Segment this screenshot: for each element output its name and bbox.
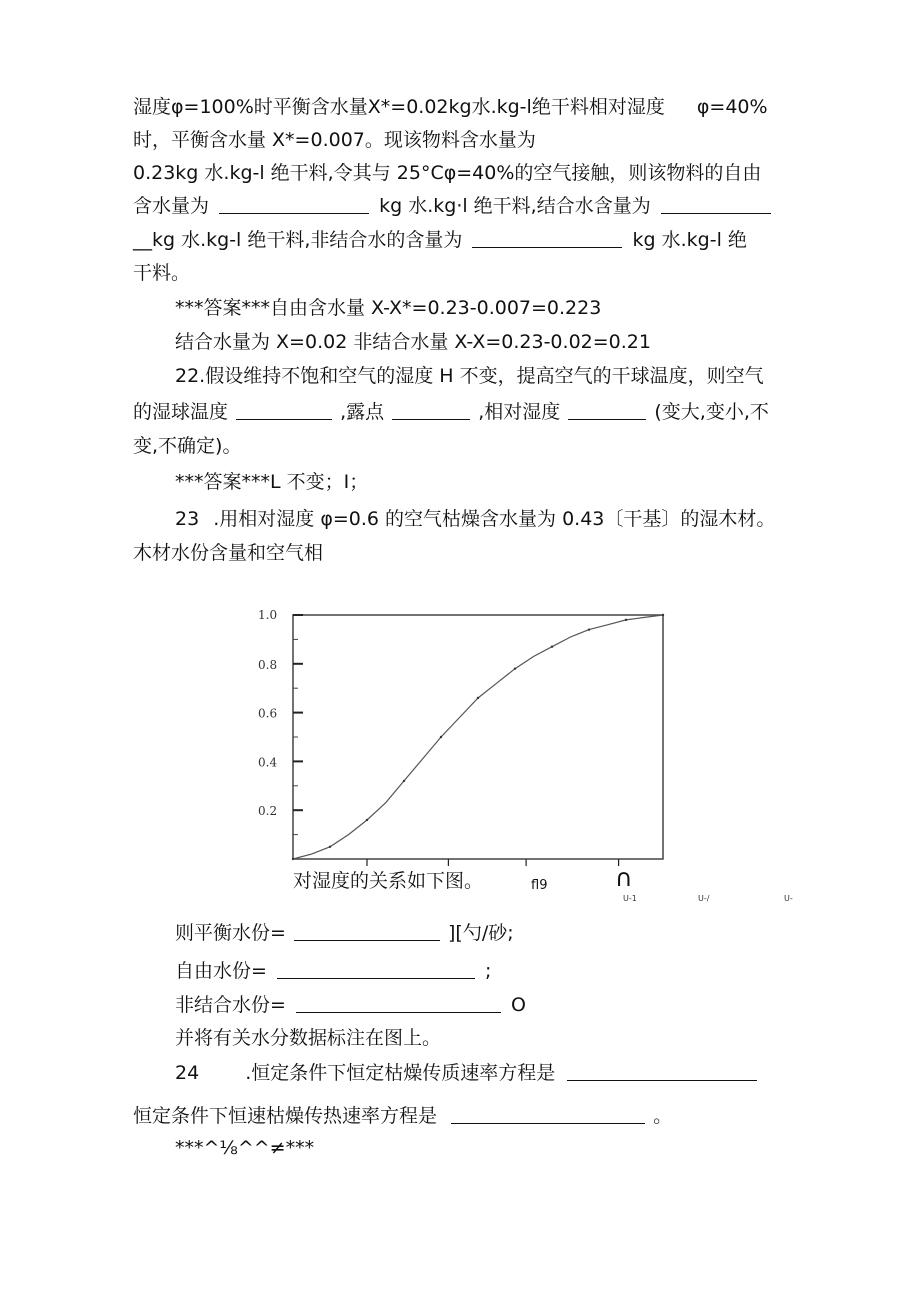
heat-transfer-equation-blank[interactable] [451, 1105, 645, 1124]
data-point [514, 667, 516, 669]
free-water-answer-blank[interactable] [277, 960, 475, 979]
q22-answer: ***答案***L 不变；I； [175, 471, 369, 493]
figure-caption: 对湿度的关系如下图。 [293, 870, 484, 892]
equilibrium-water-blank[interactable] [294, 922, 440, 941]
arch-glyph: ∩ [615, 864, 633, 892]
dew-point-blank[interactable] [392, 401, 470, 420]
free-water-blank[interactable] [219, 195, 369, 214]
y-tick-label: 1.0 [258, 608, 278, 622]
q22-line2: 的湿球温度 ,露点 ,相对湿度 (变大,变小,不 [133, 401, 769, 423]
chart-annotation-note: 并将有关水分数据标注在图上。 [175, 1027, 442, 1049]
q21-line2: 时，平衡含水量 X*=0.007。现该物料含水量为 [133, 129, 536, 151]
q22-line3: 变,不确定)。 [133, 435, 242, 457]
q24-line2: 恒定条件下恒速枯燥传热速率方程是 。 [133, 1105, 673, 1127]
plot-frame [293, 615, 663, 859]
q21-line4: 含水量为 kg 水.kg·l 绝干料,结合水含量为 [133, 194, 771, 218]
y-tick-label: 0.2 [258, 804, 278, 819]
equilibrium-moisture-chart [250, 605, 670, 880]
q21-line3: 0.23kg 水.kg-l 绝干料,令其与 25°Cφ=40%的空气接触，则该物料的自由 [133, 162, 762, 184]
data-point [366, 819, 368, 821]
figure-label: fl9 [531, 878, 548, 893]
q24-line1: 24 .恒定条件下恒定枯燥传质速率方程是 [175, 1061, 757, 1085]
bound-water-blank[interactable] [661, 195, 771, 214]
q23-line2: 木材水份含量和空气相 [133, 542, 324, 564]
q21-answer2: 结合水量为 X=0.02 非结合水量 X-X=0.23-0.02=0.21 [175, 331, 651, 353]
q21-line1: 湿度φ=100%时平衡含水量X*=0.02kg水.kg-l绝干料相对湿度 φ=40% [133, 96, 768, 118]
q21-line5: __kg 水.kg-l 绝干料,非结合水的含量为 kg 水.kg-l 绝 [133, 229, 747, 251]
data-point [329, 846, 331, 848]
y-tick-label: 0.6 [258, 706, 278, 721]
q22-line1: 22.假设维持不饱和空气的湿度 H 不变，提高空气的干球温度，则空气 [175, 365, 764, 387]
free-water-line: 自由水份= ; [175, 960, 492, 982]
data-point [625, 619, 627, 621]
q24-answer: ***^⅛^^≠*** [175, 1137, 315, 1159]
tiny-label-3: U- [784, 894, 793, 903]
tiny-label-2: U-/ [698, 894, 710, 903]
relative-humidity-blank[interactable] [568, 401, 646, 420]
unbound-water-answer-blank[interactable] [296, 994, 501, 1013]
y-tick-label: 0.4 [258, 755, 278, 770]
data-point [588, 628, 590, 630]
y-tick-label: 0.8 [258, 657, 278, 672]
data-point [551, 646, 553, 648]
data-point [292, 858, 294, 860]
tiny-label-1: U-1 [623, 894, 637, 903]
data-point [477, 697, 479, 699]
moisture-curve [293, 615, 663, 859]
data-point [440, 736, 442, 738]
q21-line6: 干料。 [133, 262, 191, 284]
data-point [403, 780, 405, 782]
q21-answer: ***答案***自由含水量 X-X*=0.23-0.007=0.223 [175, 297, 602, 319]
mass-transfer-equation-blank[interactable] [567, 1062, 757, 1081]
equilibrium-water-line: 则平衡水份= ][勺/砂; [175, 922, 514, 944]
wet-bulb-blank[interactable] [236, 401, 332, 420]
data-point [662, 614, 664, 616]
q23-line1: 23 .用相对湿度 φ=0.6 的空气枯燥含水量为 0.43〔干基〕的湿木材。 [175, 508, 776, 530]
unbound-water-line: 非结合水份= O [175, 994, 526, 1016]
unbound-water-blank[interactable] [472, 229, 622, 248]
